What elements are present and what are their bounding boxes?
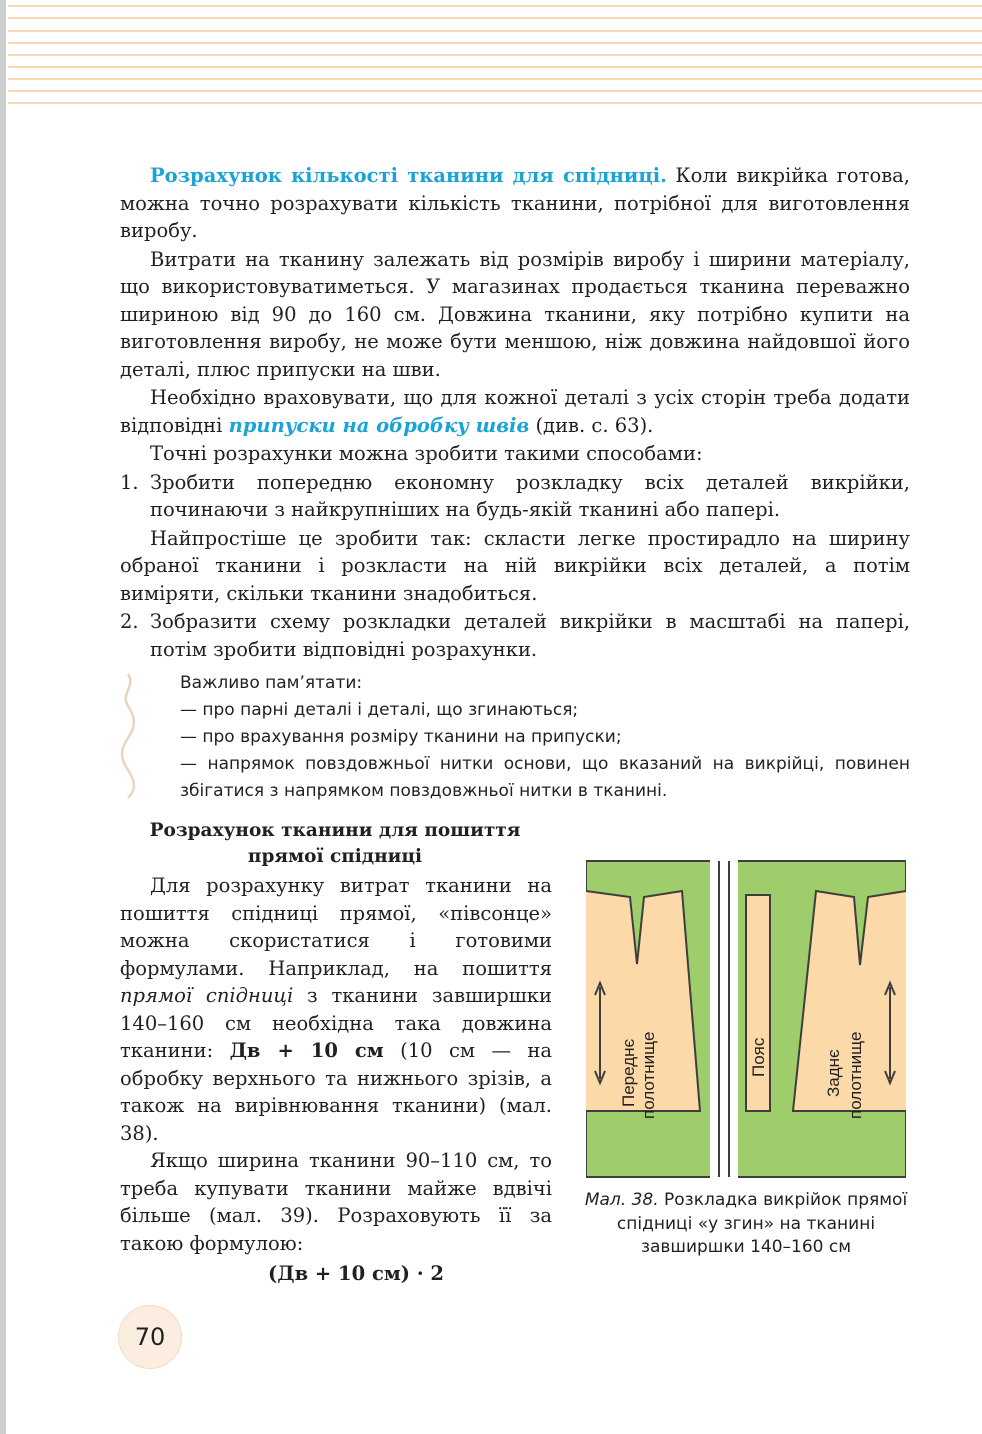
list-text: Зобразити схему розкладки деталей викрійки в масштабі на папері, потім зробити відповідні розрахунки. xyxy=(150,610,910,661)
paragraph-heading: Розрахунок кількості тканини для спідниці. xyxy=(150,164,667,187)
paragraph-allowances xyxy=(120,384,910,439)
paragraph-text: Необхідно враховувати, що для кожної деталі з усіх сторін треба додати відповідні xyxy=(120,386,910,437)
list-text: Зробити попередню економну розкладку всіх деталей викрійки, починаючи з найкрупніших на будь-якій тканині або папері. xyxy=(150,470,910,521)
paragraph-text: з тканини завширшки 140–160 см необхідна така довжина тканини: xyxy=(120,984,552,1062)
page-number: 70 xyxy=(118,1305,182,1369)
back-panel-label: полотнище xyxy=(846,1031,865,1119)
list-number: 1. xyxy=(120,470,139,494)
paragraph-intro xyxy=(120,162,910,245)
paragraph-formula-intro xyxy=(120,872,552,1147)
back-panel-label: Заднє xyxy=(824,1049,843,1097)
header-lines xyxy=(8,0,982,110)
caption-text: Розкладка викрійок прямої спідниці «у згин» на тканині завширшки 140–160 см xyxy=(616,1190,908,1257)
allowances-link[interactable]: припуски на обробку швів xyxy=(228,413,530,437)
note-line: — напрямок повздовжньої нитки основи, що вказаний на викрійці, повинен збігатися з напрямком повздовжньої нитки в тканині. xyxy=(180,754,910,801)
paragraph-simplest: Найпростіше це зробити так: скласти легке простирадло на ширину обраної тканини і розкласти на ній викрійки всіх деталей, а потім виміряти, скільки тканини знадобиться. xyxy=(120,526,910,605)
list-item-2 xyxy=(120,608,910,663)
note-line: — про врахування розміру тканини на припуски; xyxy=(180,727,622,747)
figure-caption xyxy=(580,1189,912,1260)
paragraph-text: Для розрахунку витрат тканини на пошиття спідниці прямої, «півсонце» можна скористатися і готовими формулами. Наприклад, на пошиття xyxy=(120,874,552,980)
section-title-line: Розрахунок тканини для пошиття xyxy=(149,820,521,841)
formula: (Дв + 10 см) · 2 xyxy=(268,1262,444,1285)
layout-diagram xyxy=(586,857,906,1179)
wavy-line-icon xyxy=(118,672,138,800)
belt-pattern xyxy=(746,895,770,1111)
fold-gap xyxy=(710,857,738,1179)
paragraph-text: (10 см — на обробку верхнього та нижнього зрізів, а також на вирівнювання тканини) (мал. 38). xyxy=(120,1039,553,1145)
section-title xyxy=(120,818,550,870)
list-item-1 xyxy=(120,469,910,524)
paragraph-text: (див. с. 63). xyxy=(529,413,654,437)
front-panel-label: Переднє xyxy=(619,1038,638,1107)
front-panel-label: полотнище xyxy=(639,1031,658,1119)
paragraph-narrow-fabric: Якщо ширина тканини 90–110 см, то треба купувати тканини майже вдвічі більше (мал. 39). Розраховують її за такою формулою: xyxy=(120,1149,552,1255)
belt-label: Пояс xyxy=(749,1037,768,1077)
formula-inline: Дв + 10 см xyxy=(229,1039,384,1062)
page-edge xyxy=(0,0,6,1434)
note-title: Важливо пам’ятати: xyxy=(180,673,363,693)
left-column-text xyxy=(120,872,552,1288)
section-title-line: прямої спідниці xyxy=(247,846,423,867)
emphasis-text: прямої спідниці xyxy=(120,984,294,1007)
important-note xyxy=(120,670,910,805)
main-text xyxy=(120,162,910,663)
list-number: 2. xyxy=(120,610,139,633)
paragraph-costs: Витрати на тканину залежать від розмірів виробу і ширини матеріалу, що використовуватиметься. У магазинах продається тканина переважно шириною від 90 до 160 см. Довжина тканини, яку потрібно купити на виготовлення виробу, не може бути меншою, ніж довжина найдовшої його деталі, плюс припуски на шви. xyxy=(120,247,910,381)
note-line: — про парні деталі і деталі, що згинаються; xyxy=(180,700,579,720)
paragraph-methods: Точні розрахунки можна зробити такими способами: xyxy=(150,442,703,465)
caption-label: Мал. 38. xyxy=(584,1190,659,1210)
paragraph-text: Коли викрійка готова, можна точно розрахувати кількість тканини, потрібної для виготовлення виробу. xyxy=(120,164,910,242)
